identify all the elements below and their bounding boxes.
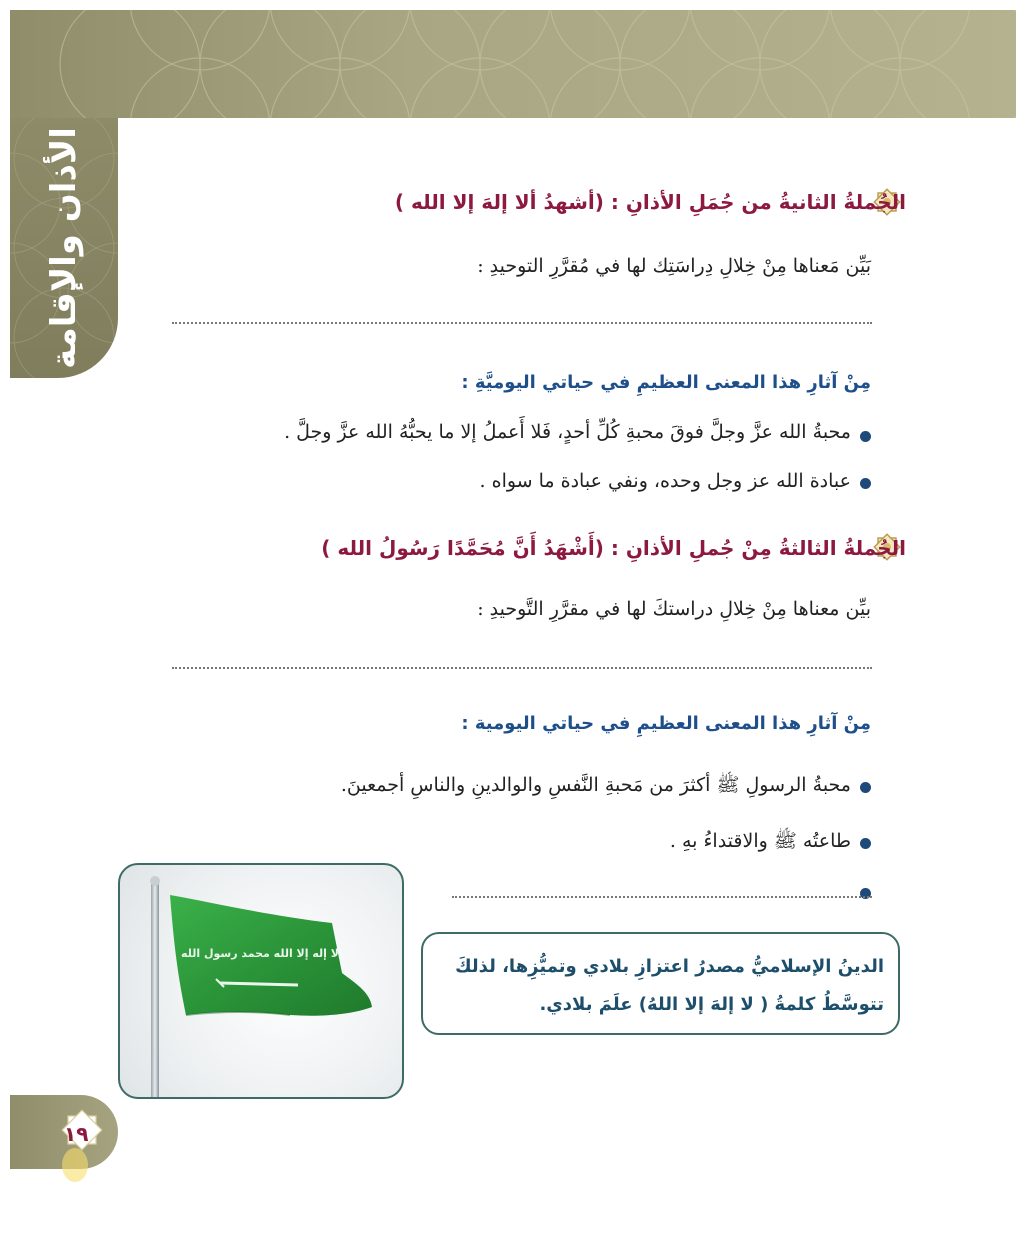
bullet-icon [860,431,871,442]
logo-watermark-icon [62,1148,88,1182]
effects3-item-2: طاعتُه ﷺ والاقتداءُ بهِ . [669,830,851,852]
geometric-pattern-icon [10,10,1016,118]
saudi-flag-icon [120,865,402,1097]
bullet-icon [860,478,871,489]
section2-prompt: بَيِّن مَعناها مِنْ خِلالِ دِراسَتِك لها في مُقرَّرِ التوحيدِ : [477,255,871,277]
section3-prompt: بيِّن معناها مِنْ خِلالِ دراستكَ لها في مقرَّرِ التَّوحيدِ : [477,598,871,620]
answer-line[interactable] [452,896,872,898]
effects2-heading: مِنْ آثارِ هذا المعنى العظيمِ في حياتي اليوميَّةِ : [461,372,871,393]
flag-inscription: لا إله إلا الله محمد رسول الله [181,947,339,960]
callout-line-1: الدينُ الإسلاميُّ مصدرُ اعتزازِ بلادي وتميُّزِها، لذلكَ [455,956,884,977]
effects2-item-1: محبةُ الله عزَّ وجلَّ فوقَ محبةِ كُلِّ أحدٍ، فَلا أَعملُ إلا ما يحبُّهُ الله عزَّ وجلَّ . [284,421,851,443]
effects3-item-1: محبةُ الرسولِ ﷺ أكثرَ من مَحبةِ النَّفسِ والوالدينِ والناسِ أجمعينَ. [340,774,851,796]
answer-line[interactable] [172,667,872,669]
chapter-title: الأذان والإقامة [44,127,84,369]
page-number: ١٩ [64,1122,89,1146]
section2-heading: الجُملةُ الثانيةُ من جُمَلِ الأذانِ : (أشهدُ ألا إلهَ إلا الله ) [394,190,906,214]
flag-image [118,863,404,1099]
top-decorative-band [10,10,1016,118]
effects2-item-2: عبادة الله عز وجل وحده، ونفي عبادة ما سواه . [479,470,851,492]
answer-line[interactable] [172,322,872,324]
callout-line-2: تتوسَّطُ كلمةُ ( لا إلهَ إلا اللهُ) علَمَ بلادي. [539,994,884,1015]
effects3-heading: مِنْ آثارِ هذا المعنى العظيمِ في حياتي اليومية : [461,713,871,734]
section3-heading: الجُملةُ الثالثةُ مِنْ جُملِ الأذانِ : (أَشْهَدُ أَنَّ مُحَمَّدًا رَسُولُ الله ) [321,536,906,560]
callout-box [421,932,900,1035]
chapter-side-tab [10,118,118,378]
bullet-icon [860,782,871,793]
bullet-icon [860,838,871,849]
